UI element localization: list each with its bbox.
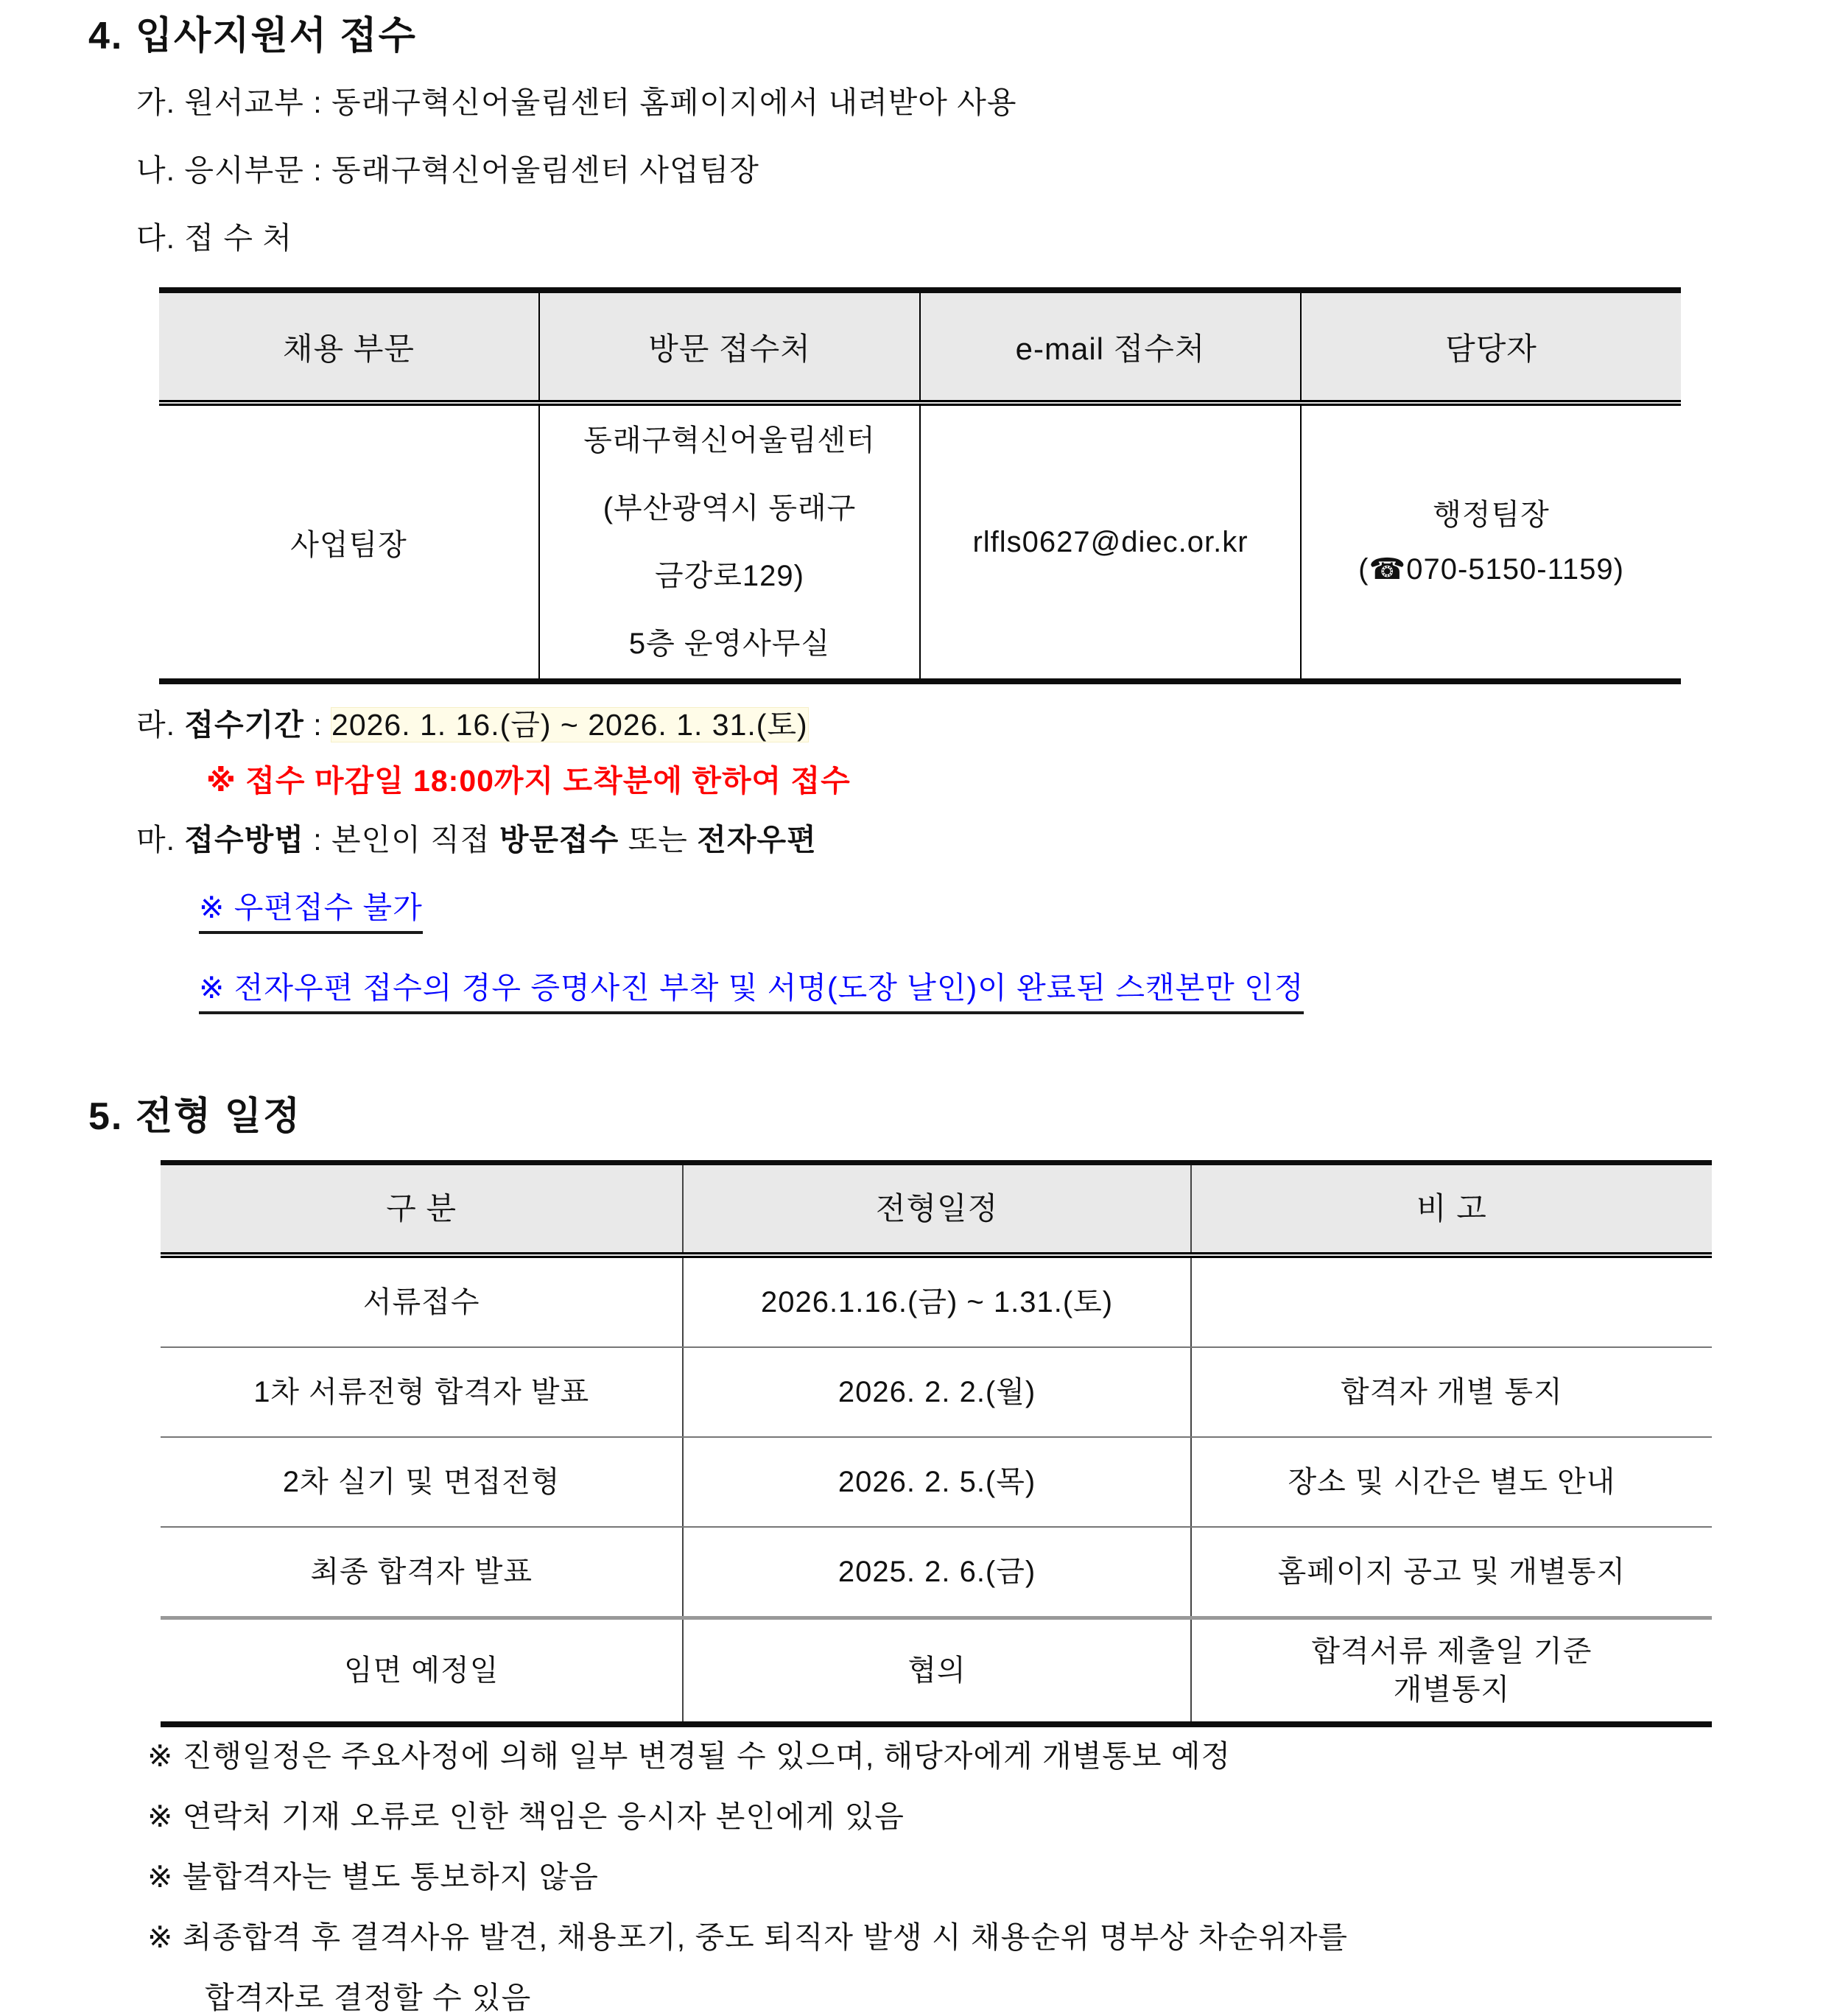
schedule-table-header-row: [161, 1165, 1712, 1258]
note-scan-required: [199, 969, 1826, 1014]
visit-address-line: 5층 운영사무실: [628, 628, 831, 660]
receipt-method-label: 접수방법: [184, 823, 304, 857]
manager-title: 행정팀장: [1433, 499, 1550, 531]
cell-remark: 합격자 개별 통지: [1190, 1348, 1712, 1436]
note-scan-required-text: ※ 전자우편 접수의 경우 증명사진 부착 및 서명(도장 날인)이 완료된 스캔본만 인정: [199, 969, 1304, 1014]
receipt-table-data-row: [159, 406, 1681, 678]
header-email-place: e-mail 접수처: [919, 293, 1300, 400]
cell-visit-address: [538, 406, 919, 678]
visit-address-line: 금강로129): [655, 560, 804, 592]
receipt-method-text: 본인이 직접: [331, 823, 499, 857]
footnote-no-notice: ※ 불합격자는 별도 통보하지 않음: [147, 1860, 599, 1894]
cell-category: 2차 실기 및 면접전형: [282, 1466, 561, 1498]
footnotes: [0, 1738, 1826, 2016]
cell-remark: 홈페이지 공고 및 개별통지: [1190, 1528, 1712, 1616]
cell-category: 서류접수: [362, 1286, 480, 1318]
receipt-method-email: 전자우편: [697, 823, 817, 857]
schedule-table: [161, 1160, 1712, 1727]
receipt-method-visit: 방문접수: [499, 823, 619, 857]
footnote-disqualification-cont: 합격자로 결정할 수 있음: [205, 1981, 532, 2015]
receipt-period-prefix: 라.: [136, 708, 185, 742]
table-row: [161, 1526, 1712, 1616]
visit-address-line: 동래구혁신어울림센터: [583, 424, 876, 457]
cell-schedule: 2026. 2. 2.(월): [682, 1348, 1190, 1436]
cell-remark: [1190, 1258, 1712, 1346]
item-application-form: 가. 원서교부 : 동래구혁신어울림센터 홈페이지에서 내려받아 사용: [136, 85, 1017, 119]
footnote-schedule-change: ※ 진행일정은 주요사정에 의해 일부 변경될 수 있으며, 해당자에게 개별통보 예정: [147, 1739, 1232, 1773]
table-row: [161, 1258, 1712, 1346]
receipt-period-dates: 2026. 1. 16.(금) ~ 2026. 1. 31.(토): [331, 708, 808, 742]
receipt-period-colon: :: [303, 708, 332, 742]
remark-line: 합격서류 제출일 기준: [1311, 1635, 1593, 1668]
cell-category: 최종 합격자 발표: [310, 1556, 533, 1588]
table-row: [161, 1616, 1712, 1721]
receipt-method-or: 또는: [619, 823, 698, 857]
cell-category: 1차 서류전형 합격자 발표: [253, 1376, 590, 1408]
table-row: [161, 1346, 1712, 1436]
header-manager: 담당자: [1300, 293, 1681, 400]
manager-phone: (☎070-5150-1159): [1358, 553, 1624, 586]
receipt-table: [159, 287, 1681, 684]
item-receipt-method: [136, 821, 1826, 858]
cell-schedule: 협의: [682, 1620, 1190, 1721]
header-category: 구 분: [386, 1191, 457, 1226]
footnote-disqualification: ※ 최종합격 후 결격사유 발견, 채용포기, 중도 퇴직자 발생 시 채용순위 명부상 차순위자를: [147, 1920, 1349, 1954]
cell-email: rlfls0627@diec.or.kr: [919, 406, 1300, 678]
header-recruit-part: 채용 부문: [283, 331, 415, 366]
item-receipt-period: [136, 706, 1826, 743]
note-mail-prohibited: [199, 889, 1826, 934]
cell-schedule: 2026.1.16.(금) ~ 1.31.(토): [682, 1258, 1190, 1346]
cell-remark: [1190, 1620, 1712, 1721]
header-visit-place: 방문 접수처: [538, 293, 919, 400]
receipt-table-header-row: [159, 293, 1681, 406]
section5-title: 5. 전형 일정: [88, 1095, 302, 1138]
cell-manager: [1300, 406, 1681, 678]
receipt-period-label: 접수기간: [184, 708, 304, 742]
item-receipt-place: 다. 접 수 처: [136, 221, 292, 255]
receipt-method-prefix: 마.: [136, 823, 185, 857]
visit-address-line: (부산광역시 동래구: [603, 492, 857, 524]
table-row: [161, 1436, 1712, 1526]
note-deadline: ※ 접수 마감일 18:00까지 도착분에 한하여 접수: [206, 764, 851, 798]
remark-line: 개별통지: [1393, 1673, 1511, 1706]
cell-schedule: 2025. 2. 6.(금): [682, 1528, 1190, 1616]
receipt-method-colon: :: [303, 823, 332, 857]
header-remark: 비 고: [1190, 1165, 1712, 1252]
cell-schedule: 2026. 2. 5.(목): [682, 1438, 1190, 1526]
header-schedule: 전형일정: [682, 1165, 1190, 1252]
item-apply-position: 나. 응시부문 : 동래구혁신어울림센터 사업팀장: [136, 153, 759, 187]
cell-category: 임면 예정일: [344, 1654, 499, 1687]
cell-remark: 장소 및 시간은 별도 안내: [1190, 1438, 1712, 1526]
cell-position: 사업팀장: [290, 528, 407, 561]
section4-title: 4. 입사지원서 접수: [88, 15, 417, 57]
footnote-contact-error: ※ 연락처 기재 오류로 인한 책임은 응시자 본인에게 있음: [147, 1799, 905, 1833]
note-mail-prohibited-text: ※ 우편접수 불가: [199, 889, 423, 934]
